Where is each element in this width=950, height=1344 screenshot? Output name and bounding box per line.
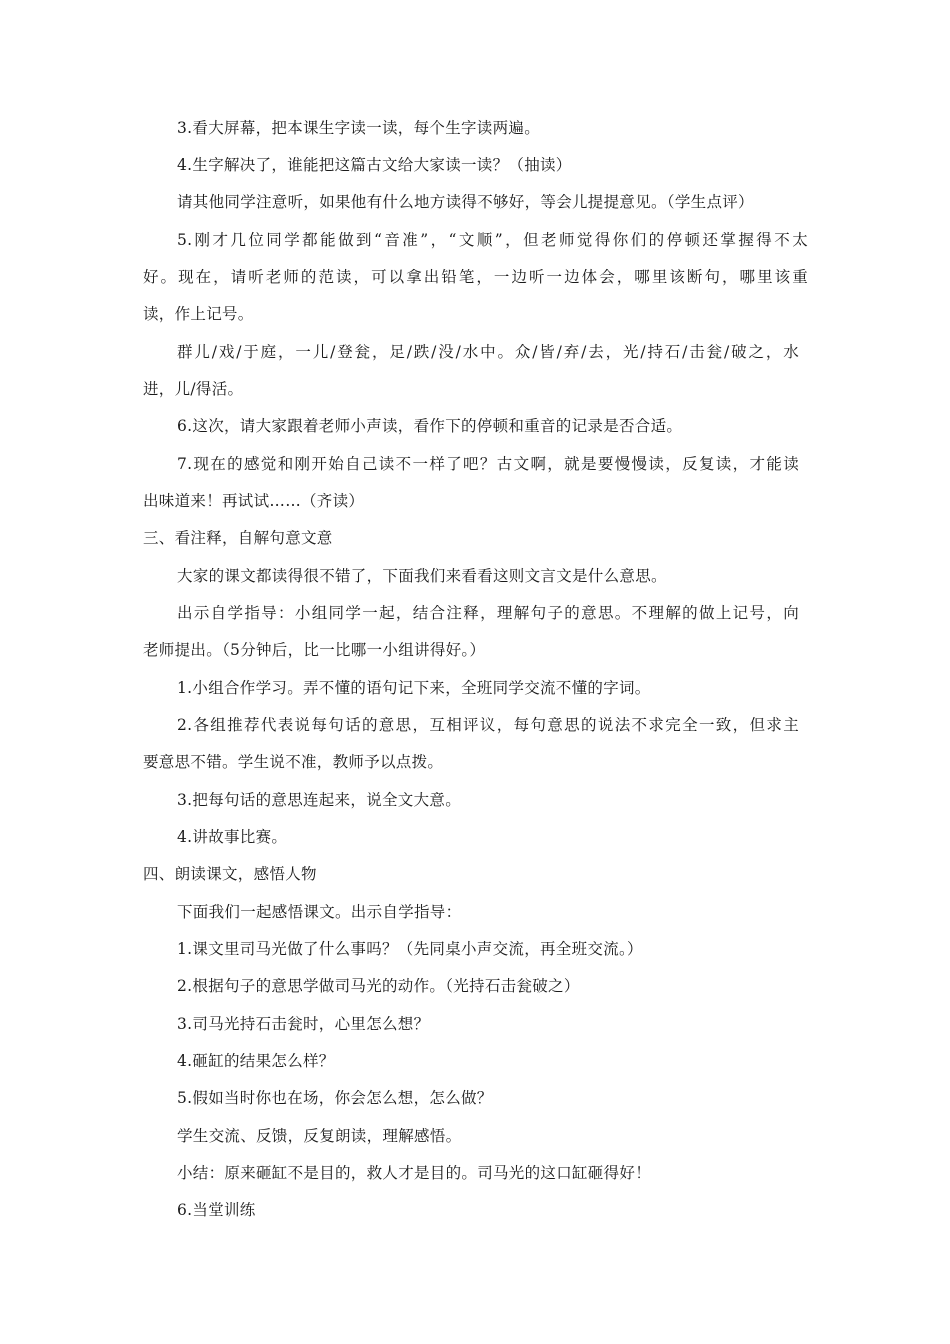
text-line: 读，作上记号。 bbox=[143, 305, 254, 323]
text-line: 7.现在的感觉和刚开始自己读不一样了吧？古文啊，就是要慢慢读，反复读，才能读 bbox=[177, 455, 799, 473]
text-line: 4.砸缸的结果怎么样？ bbox=[177, 1052, 335, 1070]
text-line: 6.这次，请大家跟着老师小声读，看作下的停顿和重音的记录是否合适。 bbox=[177, 417, 683, 435]
text-line: 请其他同学注意听，如果他有什么地方读得不够好，等会儿提提意见。（学生点评） bbox=[177, 193, 754, 211]
text-line: 出示自学指导：小组同学一起，结合注释，理解句子的意思。不理解的做上记号，向 bbox=[177, 604, 799, 622]
text-line: 1.小组合作学习。弄不懂的语句记下来，全班同学交流不懂的字词。 bbox=[177, 679, 651, 697]
text-line: 大家的课文都读得很不错了，下面我们来看看这则文言文是什么意思。 bbox=[177, 567, 667, 585]
text-line: 出味道来！再试试……（齐读） bbox=[143, 492, 365, 510]
text-line: 4.讲故事比赛。 bbox=[177, 828, 288, 846]
text-line: 要意思不错。学生说不准，教师予以点拨。 bbox=[143, 753, 444, 771]
text-line: 2.根据句子的意思学做司马光的动作。（光持石击瓮破之） bbox=[177, 977, 580, 995]
text-line: 进，儿/得活。 bbox=[143, 380, 244, 398]
text-line: 老师提出。（5分钟后，比一比哪一小组讲得好。） bbox=[143, 641, 486, 659]
text-line: 6.当堂训练 bbox=[177, 1201, 256, 1219]
text-line: 群儿/戏/于庭，一儿/登瓮，足/跌/没/水中。众/皆/弃/去，光/持石/击瓮/破之，水 bbox=[177, 343, 799, 361]
section-heading: 四、朗读课文，感悟人物 bbox=[143, 865, 317, 883]
text-line: 3.把每句话的意思连起来，说全文大意。 bbox=[177, 791, 461, 809]
text-line: 3.看大屏幕，把本课生字读一读，每个生字读两遍。 bbox=[177, 119, 540, 137]
text-line: 好。现在，请听老师的范读，可以拿出铅笔，一边听一边体会，哪里该断句，哪里该重 bbox=[143, 268, 808, 286]
text-line: 5.刚才几位同学都能做到“音准”，“文顺”，但老师觉得你们的停顿还掌握得不太 bbox=[177, 231, 808, 249]
text-line: 1.课文里司马光做了什么事吗？（先同桌小声交流，再全班交流。） bbox=[177, 940, 643, 958]
text-line: 4.生字解决了，谁能把这篇古文给大家读一读？（抽读） bbox=[177, 156, 572, 174]
text-line: 2.各组推荐代表说每句话的意思，互相评议，每句意思的说法不求完全一致，但求主 bbox=[177, 716, 799, 734]
text-line: 5.假如当时你也在场，你会怎么想，怎么做？ bbox=[177, 1089, 493, 1107]
text-line: 学生交流、反馈，反复朗读，理解感悟。 bbox=[177, 1127, 462, 1145]
text-line: 3.司马光持石击瓮时，心里怎么想？ bbox=[177, 1015, 430, 1033]
section-heading: 三、看注释，自解句意文意 bbox=[143, 529, 333, 547]
text-line: 下面我们一起感悟课文。出示自学指导： bbox=[177, 903, 462, 921]
text-line: 小结：原来砸缸不是目的，救人才是目的。司马光的这口缸砸得好！ bbox=[177, 1164, 652, 1182]
